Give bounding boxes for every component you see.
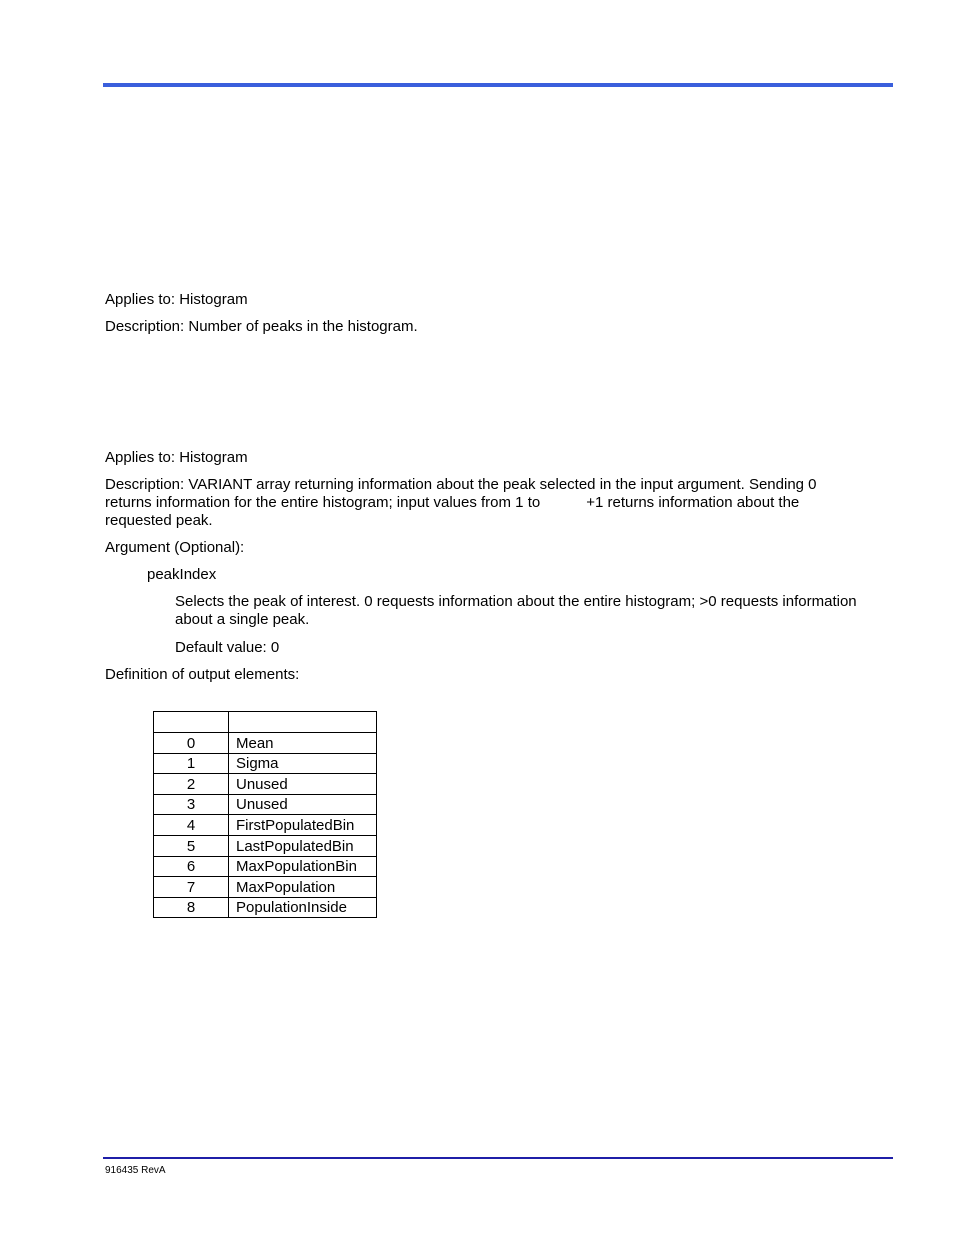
row-index: 6 — [154, 856, 229, 877]
row-index: 2 — [154, 774, 229, 795]
table-row — [154, 897, 377, 918]
argument-desc-line-2: about a single peak. — [175, 611, 310, 628]
section1-description: Description: Number of peaks in the histogram. — [105, 318, 418, 335]
section2-applies-to: Applies to: Histogram — [105, 449, 248, 466]
section2-description — [105, 476, 895, 530]
header-name — [229, 712, 377, 733]
header-rule — [103, 83, 893, 87]
row-name: MaxPopulationBin — [229, 856, 377, 877]
argument-desc-line-1: Selects the peak of interest. 0 requests information about the entire histogram; >0 requests information — [175, 593, 857, 610]
table-row — [154, 774, 377, 795]
footer-doc-id: 916435 RevA — [105, 1165, 166, 1176]
description-line-2 — [105, 494, 895, 512]
table-row — [154, 815, 377, 836]
row-index: 3 — [154, 794, 229, 815]
row-name: PopulationInside — [229, 897, 377, 918]
description-line-3: requested peak. — [105, 512, 213, 529]
argument-name: peakIndex — [147, 566, 217, 583]
table-row — [154, 877, 377, 898]
row-index: 8 — [154, 897, 229, 918]
table-row — [154, 835, 377, 856]
footer-rule — [103, 1157, 893, 1159]
table-header-row — [154, 712, 377, 733]
description-line-2a: returns information for the entire histogram; input values from 1 to — [105, 494, 541, 511]
row-name: Unused — [229, 774, 377, 795]
output-elements-label: Definition of output elements: — [105, 666, 300, 683]
table-row — [154, 733, 377, 754]
row-name: Mean — [229, 733, 377, 754]
table-row — [154, 856, 377, 877]
row-name: Unused — [229, 794, 377, 815]
row-name: MaxPopulation — [229, 877, 377, 898]
description-line-2b: +1 returns information about the — [586, 494, 800, 511]
header-index — [154, 712, 229, 733]
row-name: LastPopulatedBin — [229, 835, 377, 856]
output-elements-table — [153, 711, 377, 918]
row-index: 0 — [154, 733, 229, 754]
argument-label: Argument (Optional): — [105, 539, 245, 556]
description-line-1: Description: VARIANT array returning information about the peak selected in the input argument. Sending 0 — [105, 476, 817, 493]
default-value: Default value: 0 — [175, 639, 280, 656]
table-row — [154, 794, 377, 815]
section1-applies-to: Applies to: Histogram — [105, 291, 248, 308]
table-row — [154, 753, 377, 774]
row-index: 5 — [154, 835, 229, 856]
row-name: Sigma — [229, 753, 377, 774]
row-name: FirstPopulatedBin — [229, 815, 377, 836]
argument-description — [175, 593, 895, 629]
row-index: 1 — [154, 753, 229, 774]
row-index: 4 — [154, 815, 229, 836]
row-index: 7 — [154, 877, 229, 898]
